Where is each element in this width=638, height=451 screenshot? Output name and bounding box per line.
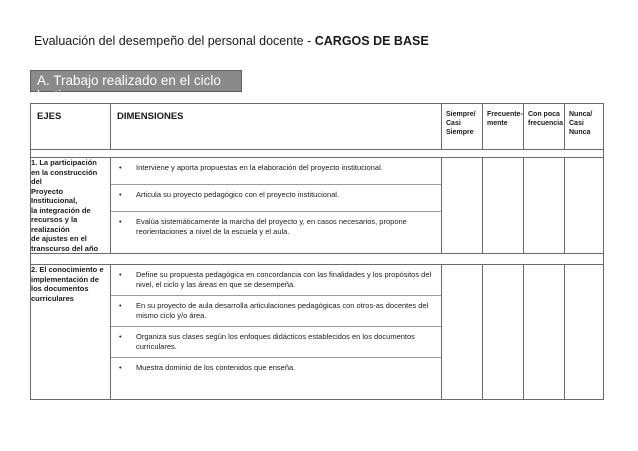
- evaluation-table: [30, 103, 604, 400]
- axis-line: Proyecto Institucional,: [31, 186, 78, 205]
- axis-line: 2. El conocimiento e: [31, 265, 104, 274]
- spacer-cell: [31, 254, 604, 265]
- axis-cell: [31, 158, 111, 254]
- axis-line: implementación de: [31, 274, 99, 284]
- dimension-text: En su proyecto de aula desarrolla articulaciones pedagógicas con otros-as docentes del mismo ciclo y/o área.: [136, 301, 429, 320]
- dimensions-list: [111, 158, 441, 242]
- bullet-icon: •: [119, 301, 122, 310]
- table-spacer-row: [31, 150, 604, 158]
- header-nunca-line: Nunca/: [569, 111, 593, 118]
- rating-cell-nunca[interactable]: [565, 158, 604, 254]
- rating-cell-frecuentemente[interactable]: [483, 158, 524, 254]
- bullet-icon: •: [119, 363, 122, 372]
- axis-line: la integración de: [31, 205, 91, 215]
- dimension-text: Muestra dominio de los contenidos que enseña.: [136, 363, 296, 372]
- header-frecuentemente-line: Frecuente-: [487, 111, 523, 118]
- axis-line: 1. La participación: [31, 158, 97, 167]
- axis-line: en la construcción del: [31, 167, 98, 186]
- rating-cell-siempre[interactable]: [442, 265, 483, 400]
- rating-cell-nunca[interactable]: [565, 265, 604, 400]
- document-title-text: Evaluación del desempeño del personal docente -: [34, 34, 315, 48]
- header-con-poca-line: frecuencia: [528, 120, 564, 127]
- rating-cell-con-poca-frecuencia[interactable]: [524, 265, 565, 400]
- dimension-text: Define su propuesta pedagógica en concordancia con las finalidades y los propósitos del nivel, el ciclo y las áreas en que se desempeña.: [136, 270, 432, 289]
- dimensions-list: [111, 265, 441, 378]
- dimension-item: [111, 185, 441, 212]
- table-header-row: [31, 104, 604, 150]
- axis-line: los documentos: [31, 284, 89, 293]
- bullet-icon: •: [119, 217, 122, 226]
- bullet-icon: •: [119, 332, 122, 341]
- dimension-item: [111, 265, 441, 296]
- document-title: [34, 34, 429, 48]
- rating-cell-frecuentemente[interactable]: [483, 265, 524, 400]
- document-title-bold: CARGOS DE BASE: [314, 34, 429, 48]
- bullet-icon: •: [119, 190, 122, 199]
- header-nunca: [565, 104, 604, 150]
- axis-line: de ajustes en el: [31, 234, 87, 243]
- dimension-item: [111, 358, 441, 378]
- axis-line: recursos y la realización: [31, 215, 78, 234]
- dimensions-cell: [111, 265, 442, 400]
- header-con-poca-frecuencia: [524, 104, 565, 150]
- header-frecuentemente-line: mente: [487, 120, 508, 127]
- bullet-icon: •: [119, 163, 122, 172]
- rating-cell-siempre[interactable]: [442, 158, 483, 254]
- header-siempre-line: Casi: [446, 120, 461, 127]
- header-con-poca-line: Con poca: [528, 111, 560, 118]
- header-ejes: EJES: [31, 104, 111, 150]
- dimension-text: Evalúa sistemáticamente la marcha del proyecto y, en casos necesarios, propone reorientaciones a nivel de la escuela y el aula.: [136, 217, 407, 236]
- spacer-cell: [31, 150, 604, 158]
- dimensions-cell: [111, 158, 442, 254]
- axis-cell: [31, 265, 111, 400]
- dimension-text: Articula su proyecto pedagógico con el proyecto institucional.: [136, 190, 340, 199]
- header-frecuentemente: [483, 104, 524, 150]
- dimension-item: [111, 296, 441, 327]
- header-siempre-line: Siempre: [446, 129, 474, 136]
- header-siempre: [442, 104, 483, 150]
- section-heading-band: [30, 70, 242, 103]
- dimension-item: [111, 327, 441, 358]
- dimension-item: [111, 158, 441, 185]
- table-group-row: [31, 158, 604, 254]
- header-dimensiones: DIMENSIONES: [111, 104, 442, 150]
- bullet-icon: •: [119, 270, 122, 279]
- header-siempre-line: Siempre/: [446, 111, 476, 118]
- dimension-text: Organiza sus clases según los enfoques didácticos establecidos en los documentos curriculares.: [136, 332, 415, 351]
- dimension-item: [111, 212, 441, 242]
- axis-line: curriculares: [31, 293, 74, 303]
- rating-cell-con-poca-frecuencia[interactable]: [524, 158, 565, 254]
- header-nunca-line: Casi: [569, 120, 584, 127]
- table-group-row: [31, 265, 604, 400]
- section-heading: A. Trabajo realizado en el ciclo lectivo: [37, 73, 221, 103]
- dimension-text: Interviene y aporta propuestas en la elaboración del proyecto institucional.: [136, 163, 383, 172]
- axis-line: transcurso del año: [31, 243, 99, 253]
- header-nunca-line: Nunca: [569, 129, 591, 136]
- table-spacer-row: [31, 254, 604, 265]
